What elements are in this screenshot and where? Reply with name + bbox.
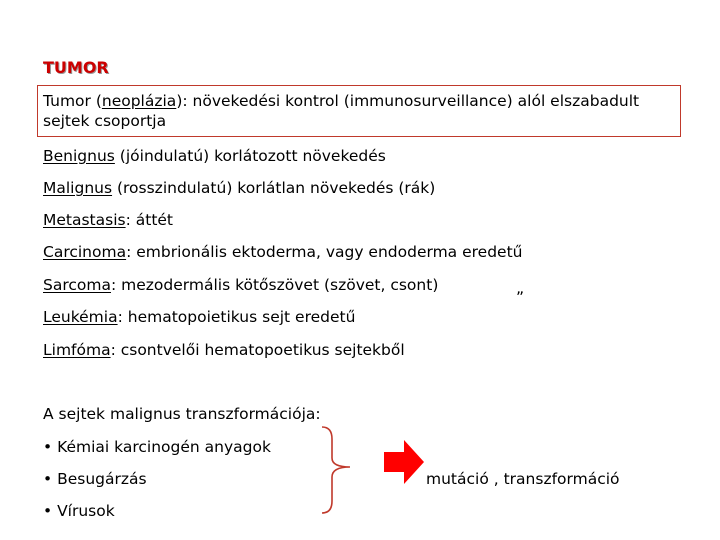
- term-malignus: [43, 178, 435, 198]
- term-description: : áttét: [125, 211, 174, 229]
- term-sarcoma: [43, 275, 438, 295]
- cause-item-virus: • Vírusok: [43, 502, 115, 520]
- term-description: : csontvelői hematopoetikus sejtekből: [110, 341, 405, 359]
- term-label: Metastasis: [43, 211, 126, 229]
- transformation-heading: A sejtek malignus transzformációja:: [43, 405, 321, 423]
- right-brace-icon: [320, 425, 356, 515]
- definition-line-2: sejtek csoportja: [43, 112, 167, 130]
- term-label: Sarcoma: [43, 276, 111, 294]
- cause-item-radiation: • Besugárzás: [43, 470, 147, 488]
- definition-rest: ): növekedési kontrol (immunosurveillance) alól elszabadult: [176, 92, 640, 110]
- term-description: : hematopoietikus sejt eredetű: [117, 308, 356, 326]
- term-label: Limfóma: [43, 341, 111, 359]
- term-description: : mezodermális kötőszövet (szövet, csont): [110, 276, 439, 294]
- term-description: (jóindulatú) korlátozott növekedés: [114, 147, 386, 165]
- term-limfoma: [43, 340, 405, 360]
- definition-box: [37, 85, 681, 137]
- definition-prefix: Tumor (: [43, 92, 102, 110]
- term-carcinoma: [43, 242, 523, 262]
- term-label: Carcinoma: [43, 243, 127, 261]
- transformation-result: mutáció , transzformáció: [426, 470, 620, 488]
- page-title: TUMOR: [43, 58, 109, 77]
- term-label: Malignus: [43, 179, 113, 197]
- ditto-mark: „: [516, 279, 525, 297]
- term-description: : embrionális ektoderma, vagy endoderma eredetű: [126, 243, 523, 261]
- term-description: (rosszindulatú) korlátlan növekedés (rák): [112, 179, 436, 197]
- term-leukemia: [43, 307, 355, 327]
- term-metastasis: [43, 210, 173, 230]
- definition-line-1: [43, 91, 639, 111]
- term-label: Leukémia: [43, 308, 118, 326]
- cause-item-chemical: • Kémiai karcinogén anyagok: [43, 438, 271, 456]
- term-benignus: [43, 146, 386, 166]
- term-label: Benignus: [43, 147, 115, 165]
- definition-term: neoplázia: [101, 92, 177, 110]
- right-arrow-icon: [384, 440, 424, 484]
